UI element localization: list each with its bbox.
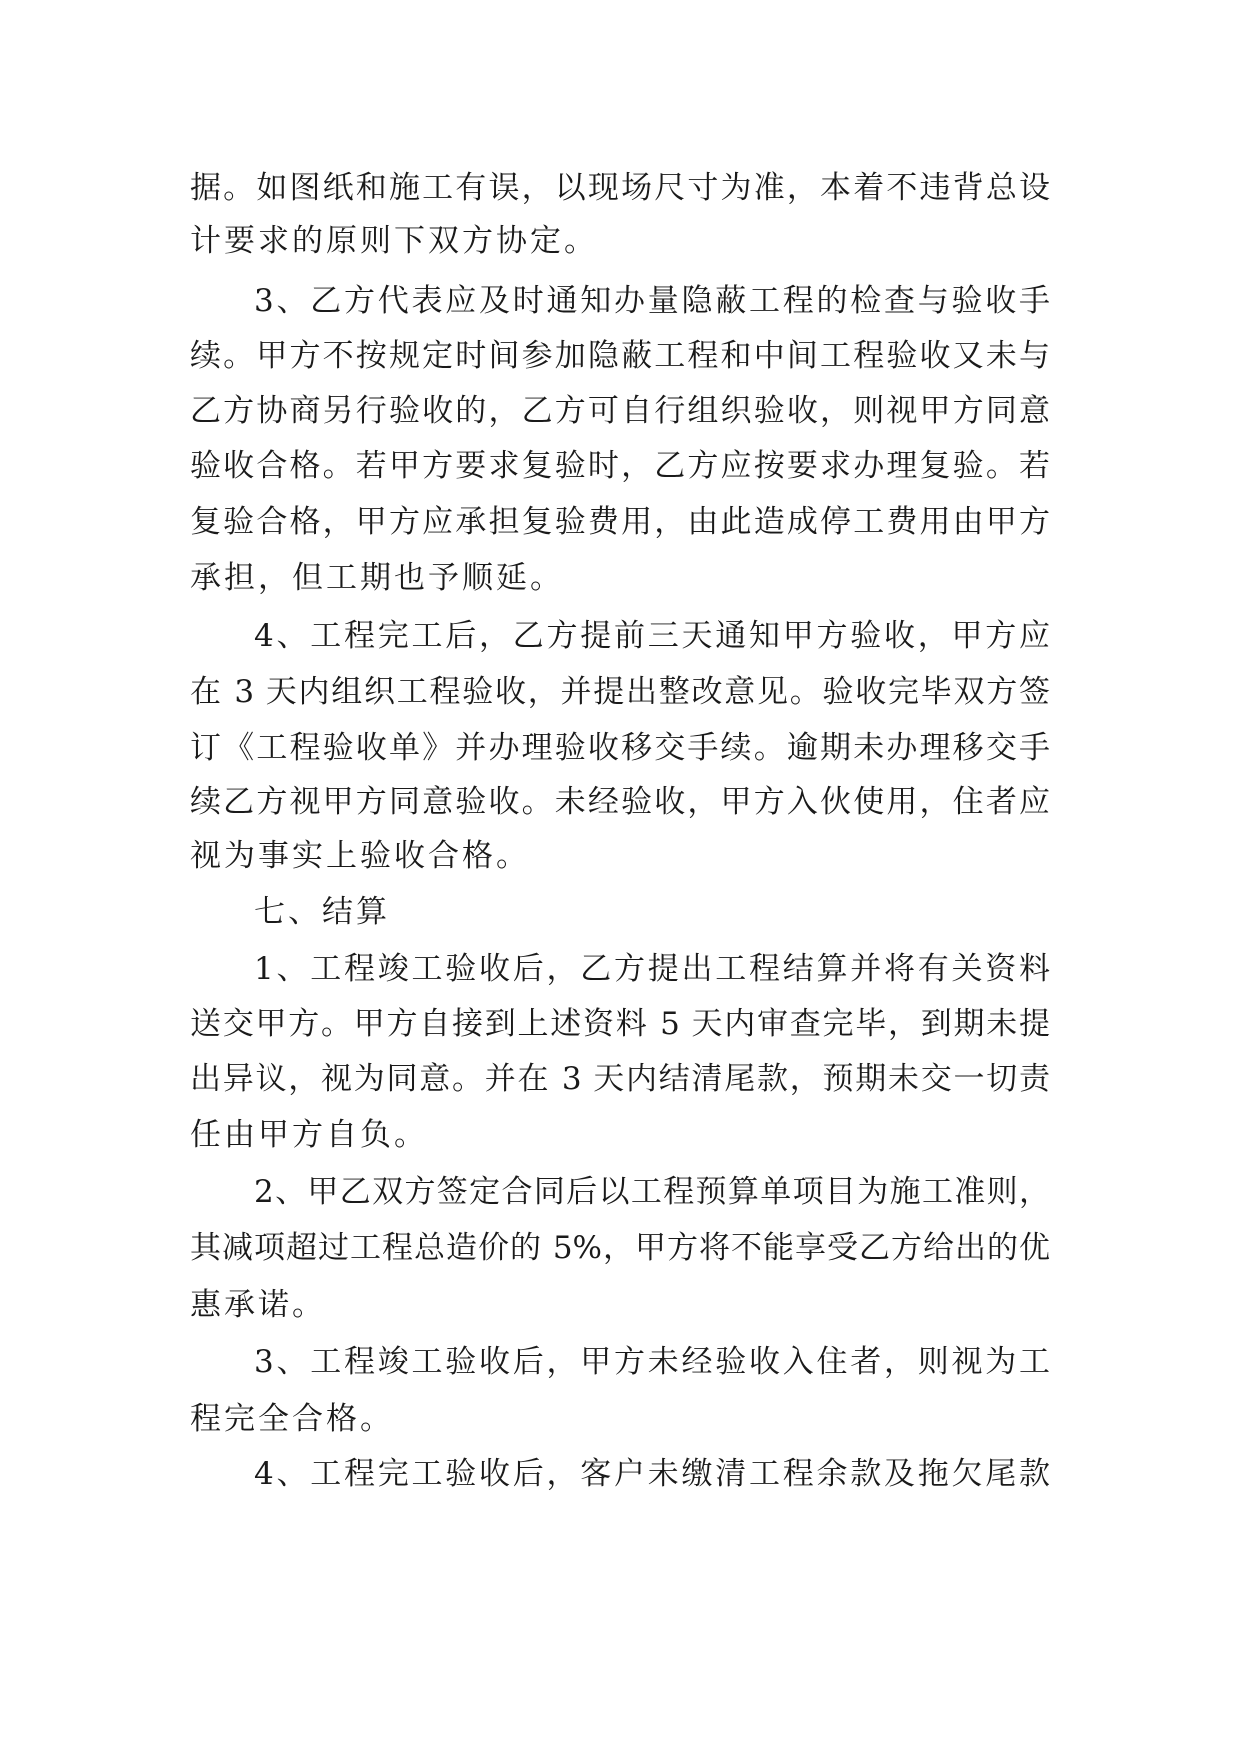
text-line: 4、工程完工后，乙方提前三天通知甲方验收，甲方应 [254,618,1050,654]
text-line: 4、工程完工验收后，客户未缴清工程余款及拖欠尾款 [254,1456,1050,1492]
text-line: 2、甲乙双方签定合同后以工程预算单项目为施工准则， [254,1174,1050,1210]
text-line: 3、乙方代表应及时通知办量隐蔽工程的检查与验收手 [254,283,1050,319]
text-line: 承担，但工期也予顺延。 [190,560,564,596]
text-line: 在 3 天内组织工程验收，并提出整改意见。验收完毕双方签 [190,674,1050,710]
text-line: 1、工程竣工验收后，乙方提出工程结算并将有关资料 [254,951,1050,987]
text-line: 3、工程竣工验收后，甲方未经验收入住者，则视为工 [254,1344,1050,1380]
text-line: 计要求的原则下双方协定。 [190,223,598,259]
text-line: 程完全合格。 [190,1401,394,1437]
text-line: 验收合格。若甲方要求复验时，乙方应按要求办理复验。若 [190,448,1050,484]
text-line: 续。甲方不按规定时间参加隐蔽工程和中间工程验收又未与 [190,338,1050,374]
text-line: 乙方协商另行验收的，乙方可自行组织验收，则视甲方同意 [190,393,1050,429]
text-line: 惠承诺。 [190,1287,326,1323]
text-line: 其减项超过工程总造价的 5%，甲方将不能享受乙方给出的优 [190,1230,1050,1266]
text-line: 复验合格，甲方应承担复验费用，由此造成停工费用由甲方 [190,504,1050,540]
text-line: 续乙方视甲方同意验收。未经验收，甲方入伙使用，住者应 [190,784,1050,820]
text-line: 出异议，视为同意。并在 3 天内结清尾款，预期未交一切责 [190,1061,1050,1097]
text-line: 据。如图纸和施工有误，以现场尺寸为准，本着不违背总设 [190,170,1050,206]
text-line: 送交甲方。甲方自接到上述资料 5 天内审查完毕，到期未提 [190,1006,1050,1042]
text-line: 任由甲方自负。 [190,1117,428,1153]
section-heading: 七、结算 [254,894,390,930]
text-line: 订《工程验收单》并办理验收移交手续。逾期未办理移交手 [190,730,1050,766]
text-line: 视为事实上验收合格。 [190,838,530,874]
